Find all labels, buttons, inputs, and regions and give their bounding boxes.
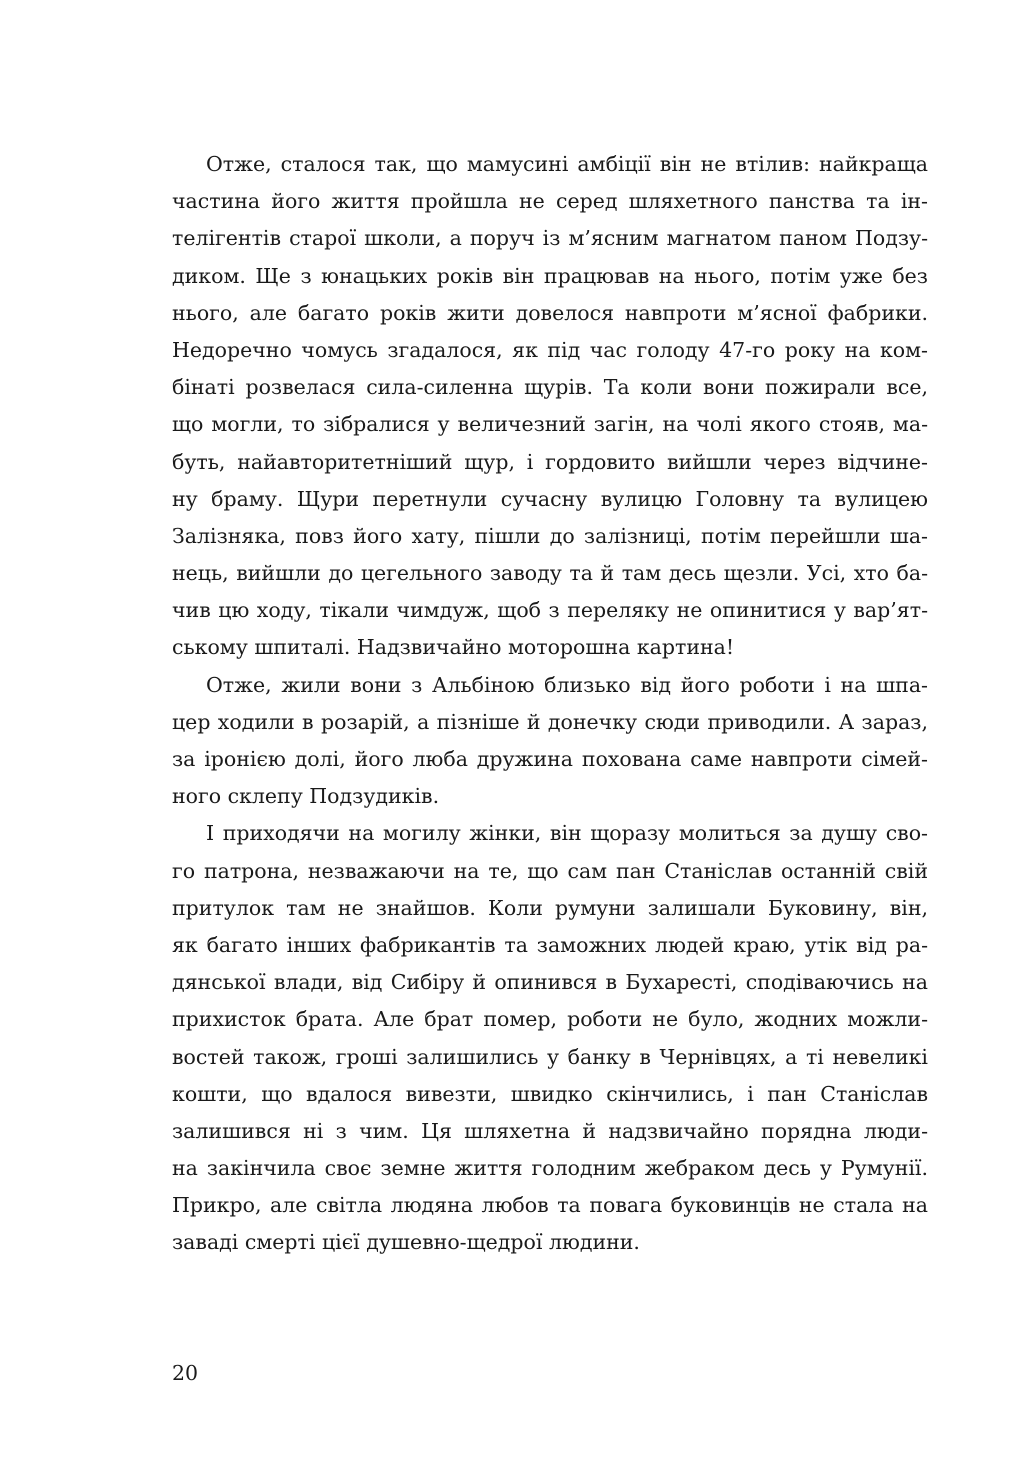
paragraph-1-line-14: ському шпиталі. Надзвичайно моторошна картина! xyxy=(172,635,735,660)
paragraph-3-line-1: І приходячи на могилу жінки, він щоразу молиться за душу сво- xyxy=(206,821,928,846)
paragraph-3-line-10: на закінчила своє земне життя голодним жебраком десь у Румунії. xyxy=(172,1156,928,1181)
paragraph-2-line-4: ного склепу Подзудиків. xyxy=(172,784,440,809)
paragraph-1-line-3: телігентів старої школи, а поруч із м’ясним магнатом паном Подзу- xyxy=(172,226,928,251)
paragraph-3-line-4: як багато інших фабрикантів та заможних людей краю, утік від ра- xyxy=(172,932,928,957)
paragraph-1-line-7: бінаті розвелася сила-силенна щурів. Та коли вони пожирали все, xyxy=(172,375,928,400)
paragraph-1-line-2: частина його життя пройшла не серед шляхетного панства та ін- xyxy=(172,189,928,214)
paragraph-1-line-5: нього, але багато років жити довелося навпроти м’ясної фабрики. xyxy=(172,300,928,325)
paragraph-1-line-4: диком. Ще з юнацьких років він працював на нього, потім уже без xyxy=(172,263,928,288)
paragraph-1-line-8: що могли, то зібралися у величезний загін, на чолі якого стояв, ма- xyxy=(172,412,928,437)
paragraph-2-line-3: за іронією долі, його люба дружина похована саме навпроти сімей- xyxy=(172,747,928,771)
paragraph-1-line-1: Отже, сталося так, що мамусині амбіції він не втілив: найкраща xyxy=(206,152,928,176)
paragraph-1-line-6: Недоречно чомусь згадалося, як під час голоду 47-го року на ком- xyxy=(172,337,928,362)
paragraph-3-line-11: Прикро, але світла людяна любов та повага буковинців не стала на xyxy=(172,1193,928,1218)
paragraph-1-line-10: ну браму. Щури перетнули сучасну вулицю Головну та вулицею xyxy=(172,486,928,511)
paragraph-1-line-11: Залізняка, повз його хату, пішли до залізниці, потім перейшли ша- xyxy=(172,523,928,548)
page-number: 20 xyxy=(172,1361,199,1385)
paragraph-2-line-2: цер ходили в розарій, а пізніше й донечку сюди приводили. А зараз, xyxy=(172,709,928,734)
body-text xyxy=(172,146,928,1262)
paragraph-3-line-7: востей також, гроші залишились у банку в Чернівцях, а ті невеликі xyxy=(172,1044,928,1069)
paragraph-3-line-3: притулок там не знайшов. Коли румуни залишали Буковину, він, xyxy=(172,895,928,920)
paragraph-3-line-5: дянської влади, від Сибіру й опинився в Бухаресті, сподіваючись на xyxy=(172,970,928,995)
paragraph-3-line-12: заваді смерті цієї душевно-щедрої людини. xyxy=(172,1230,640,1255)
paragraph-3-line-8: кошти, що вдалося вивезти, швидко скінчились, і пан Станіслав xyxy=(172,1081,928,1106)
paragraph-1-line-13: чив цю ходу, тікали чимдуж, щоб з переляку не опинитися у вар’ят- xyxy=(172,598,928,623)
paragraph-2-line-1: Отже, жили вони з Альбіною близько від його роботи і на шпа- xyxy=(206,672,928,697)
paragraph-1-line-9: буть, найавторитетніший щур, і гордовито вийшли через відчинe- xyxy=(172,449,928,474)
paragraph-3-line-2: го патрона, незважаючи на те, що сам пан Станіслав останній свій xyxy=(172,858,928,883)
paragraph-3-line-6: прихисток брата. Але брат помер, роботи не було, жодних можли- xyxy=(172,1007,928,1032)
paragraph-3-line-9: залишився ні з чим. Ця шляхетна й надзвичайно порядна люди- xyxy=(172,1118,928,1143)
paragraph-1-line-12: нець, вийшли до цегельного заводу та й там десь щезли. Усі, хто ба- xyxy=(172,561,928,586)
